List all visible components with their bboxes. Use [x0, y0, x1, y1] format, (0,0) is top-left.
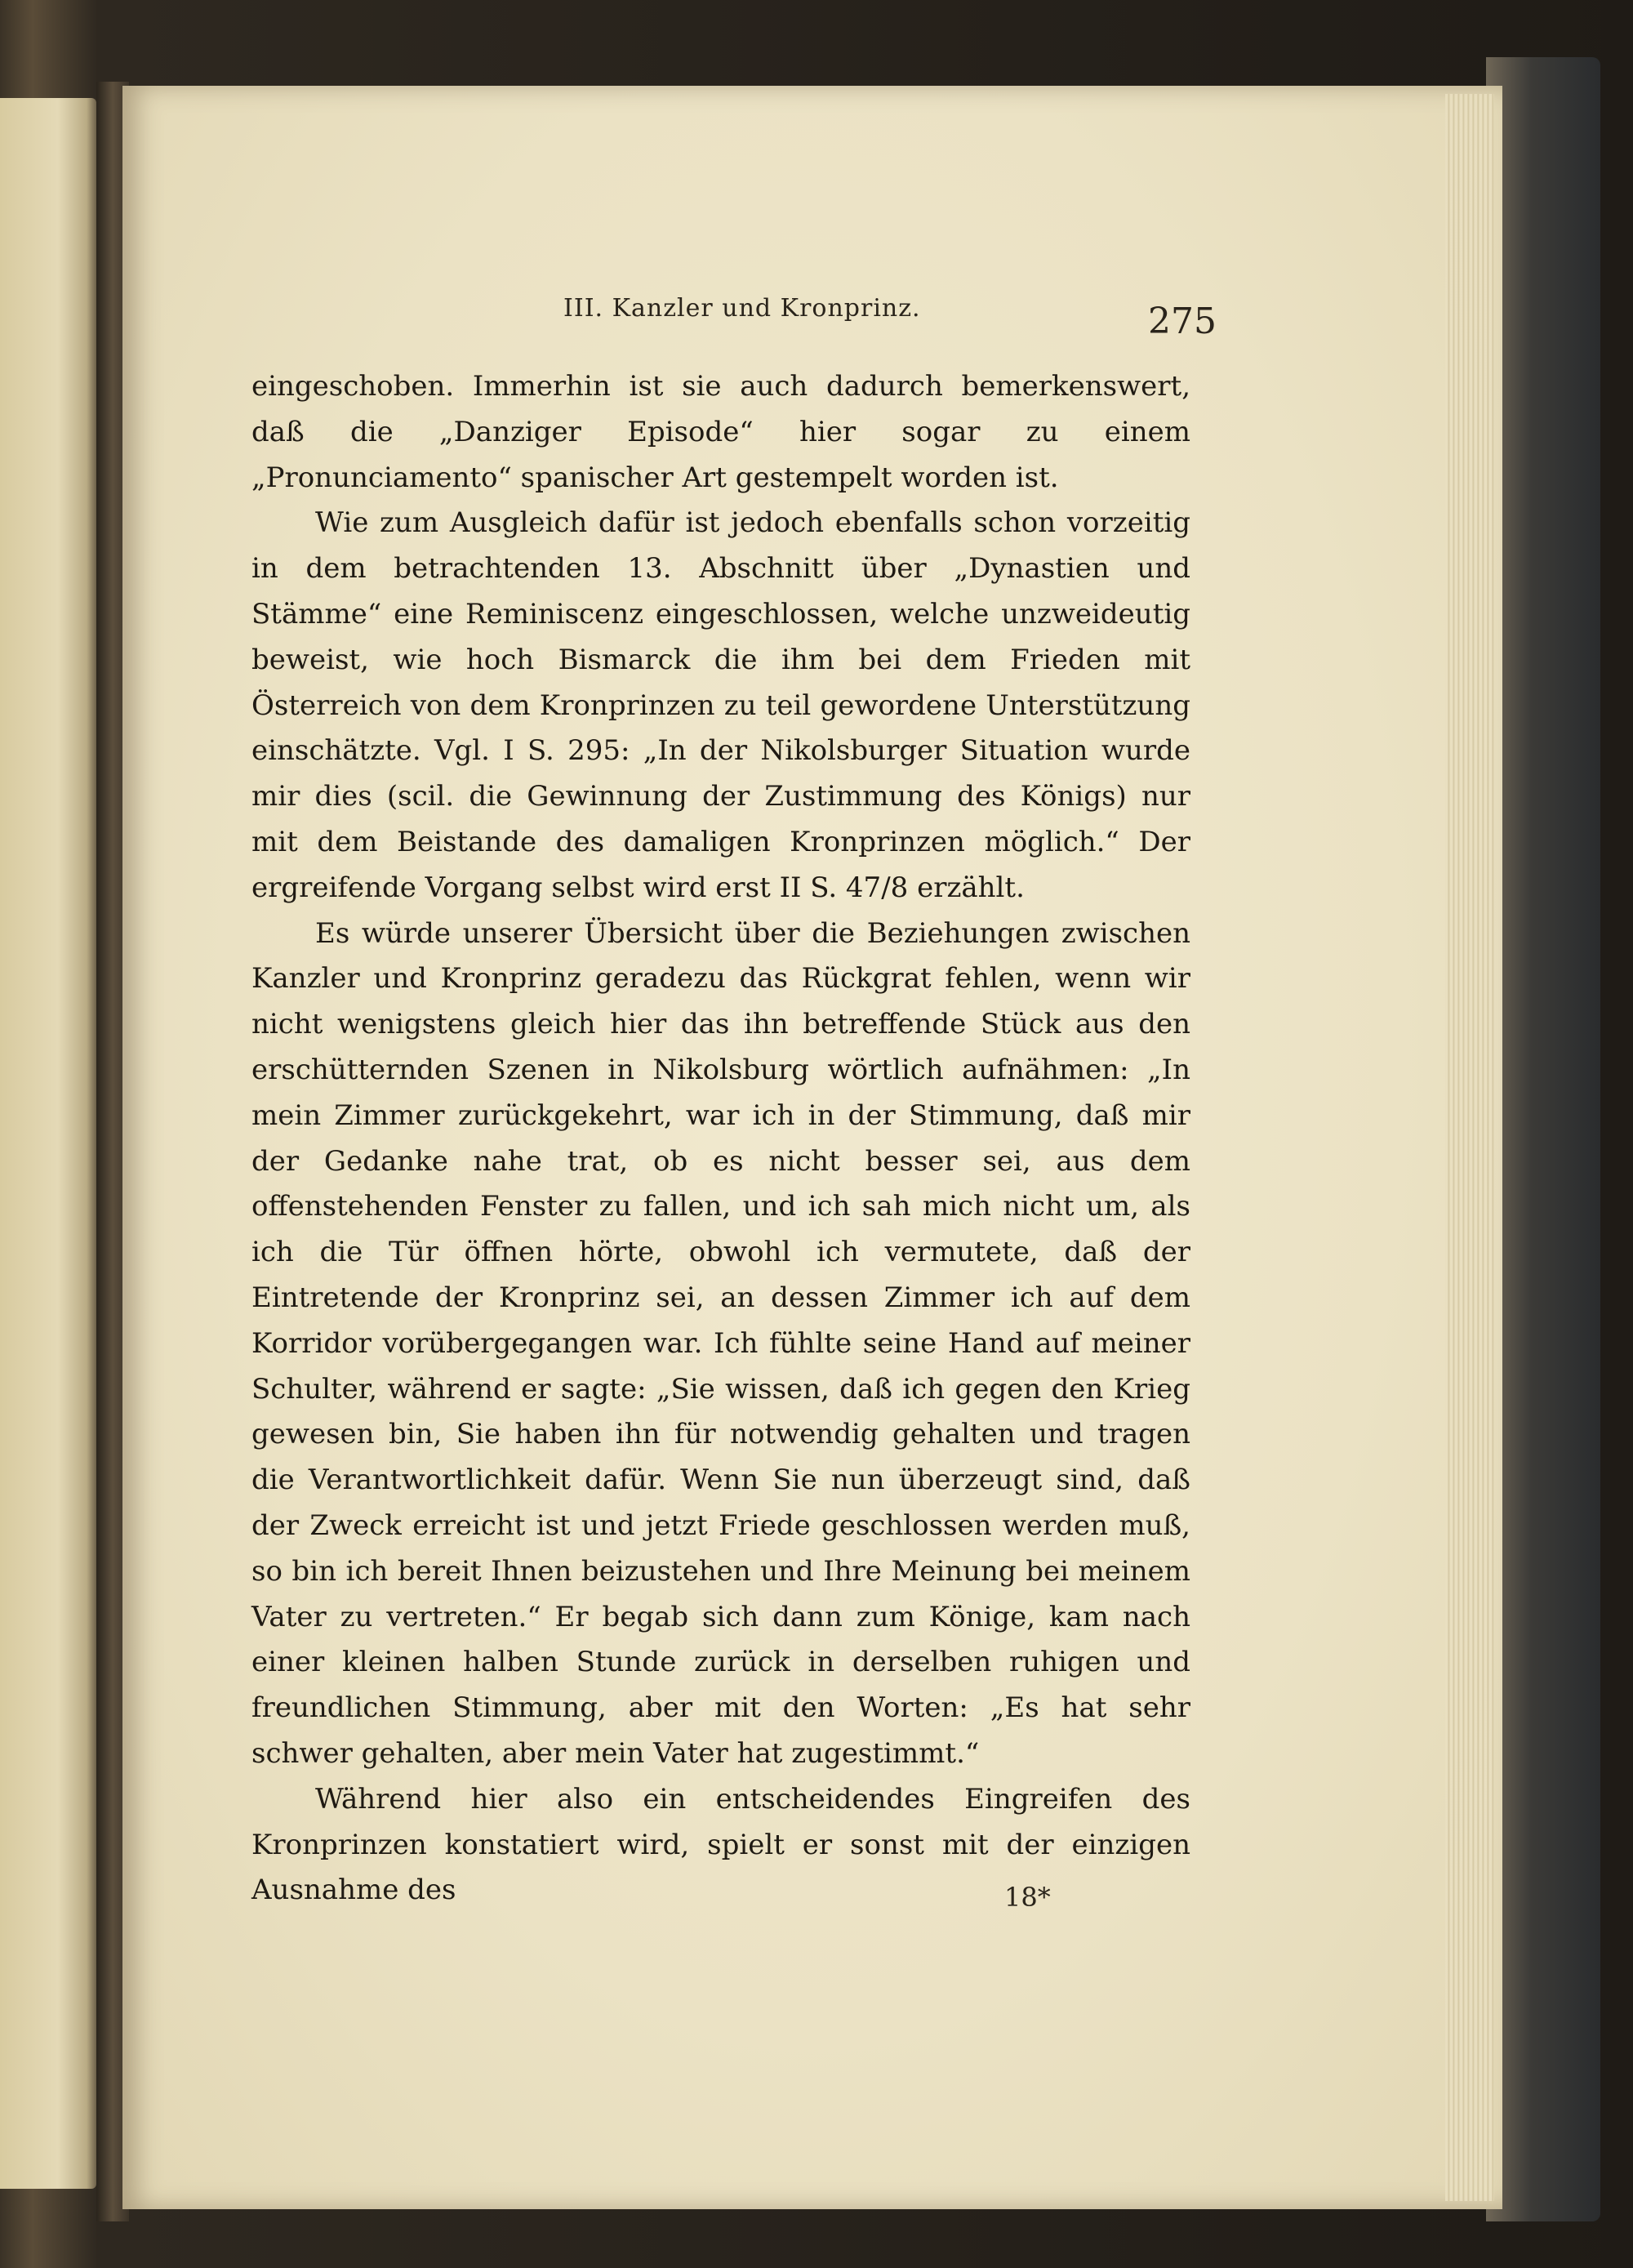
previous-page-edge [0, 98, 96, 2189]
paragraph: Während hier also ein entscheidendes Eingreifen des Kronprinzen konstatiert wird, spielt er sonst mit der einzigen Ausnahme des [251, 1782, 1190, 1907]
book-cover-edge [1486, 57, 1600, 2221]
paragraph: Wie zum Ausgleich dafür ist jedoch ebenfalls schon vorzeitig in dem betrachtenden 13. Abschnitt über „Dynastien und Stämme“ eine Reminiscenz eingeschlossen, welche unzweideutig beweist, wie hoch Bismarck die ihm bei dem Frieden mit Österreich von dem Kronprinzen zu teil gewordene Unterstützung einschätzte. Vgl. I S. 295: „In der Nikolsburger Situation wurde mir dies (scil. die Gewinnung der Zustimmung des Königs) nur mit dem Beistande des damaligen Kronprinzen möglich.“ Der ergreifende Vorgang selbst wird erst II S. 47/8 erzählt. [251, 506, 1190, 904]
printer-signature-mark: 18* [1004, 1882, 1051, 1913]
paragraph: eingeschoben. Immerhin ist sie auch dadurch bemerkenswert, daß die „Danziger Episode“ hier sogar zu einem „Pronunciamento“ spanischer Art gestempelt worden ist. [251, 370, 1190, 494]
running-title: III. Kanzler und Kronprinz. [563, 294, 921, 323]
paragraph: Es würde unserer Übersicht über die Beziehungen zwischen Kanzler und Kronprinz geradezu das Rückgrat fehlen, wenn wir nicht wenigstens gleich hier das ihn betreffende Stück aus den erschütternden Szenen in Nikolsburg wörtlich aufnähmen: „In mein Zimmer zurückgekehrt, war ich in der Stimmung, daß mir der Gedanke nahe trat, ob es nicht besser sei, aus dem offenstehenden Fenster zu fallen, und ich sah mich nicht um, als ich die Tür öffnen hörte, obwohl ich vermutete, daß der Eintretende der Kronprinz sei, an dessen Zimmer ich auf dem Korridor vorübergegangen war. Ich fühlte seine Hand auf meiner Schulter, während er sagte: „Sie wissen, daß ich gegen den Krieg gewesen bin, Sie haben ihn für notwendig gehalten und tragen die Verantwortlichkeit dafür. Wenn Sie nun überzeugt sind, daß der Zweck erreicht ist und jetzt Friede geschlossen werden muß, so bin ich bereit Ihnen beizustehen und Ihre Meinung bei meinem Vater zu vertreten.“ Er begab sich dann zum Könige, kam nach einer kleinen halben Stunde zurück in derselben ruhigen und freundlichen Stimmung, aber mit den Worten: „Es hat sehr schwer gehalten, aber mein Vater hat zugestimmt.“ [251, 916, 1190, 1770]
body-text [251, 364, 1190, 1914]
page-number: 275 [1148, 301, 1217, 342]
page-stack-edges [1445, 94, 1494, 2201]
